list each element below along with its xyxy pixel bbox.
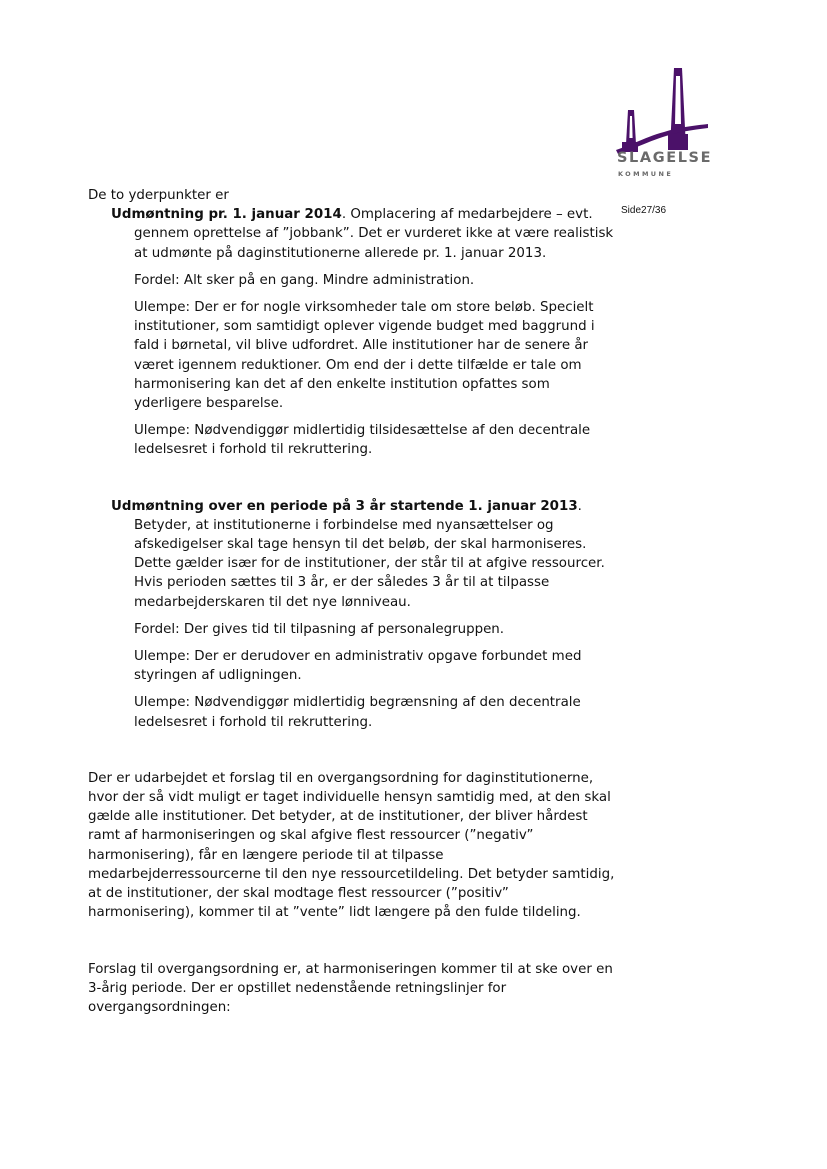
logo-subtitle: KOMMUNE bbox=[618, 170, 674, 178]
option-title: Udmøntning over en periode på 3 år startende 1. januar 2013 bbox=[111, 498, 578, 514]
body-paragraph: Forslag til overgangsordning er, at harmoniseringen kommer til at ske over en 3-årig periode. Der er opstillet nedenstående retningslinjer for overgangsordningen: bbox=[88, 961, 613, 1015]
option-point: Fordel: Alt sker på en gang. Mindre administration. bbox=[134, 272, 475, 288]
option-point: Fordel: Der gives tid til tilpasning af personalegruppen. bbox=[134, 621, 505, 637]
logo-name: SLAGELSE bbox=[617, 150, 713, 166]
option-text: . Omplacering af medarbejdere – evt. gennem oprettelse af ”jobbank”. Det er vurderet ikke at være realistisk at udmønte på daginstitutionerne allerede pr. 1. januar 2013. bbox=[134, 207, 614, 261]
option-title: Udmøntning pr. 1. januar 2014 bbox=[111, 207, 342, 223]
option-item bbox=[111, 497, 618, 732]
bridge-logo-icon bbox=[614, 64, 713, 184]
option-point: Ulempe: Der er for nogle virksomheder tale om store beløb. Specielt institutioner, som samtidigt oplever vigende budget med baggrund i fald i børnetal, vil blive udfordret. Alle institutioner har de senere år været igennem reduktioner. Om end der i dette tilfælde er tale om harmonisering kan det af den enkelte institution opfattes som yderligere besparelse. bbox=[134, 300, 595, 412]
option-point: Ulempe: Der er derudover en administrativ opgave forbundet med styringen af udligningen. bbox=[134, 649, 582, 684]
option-point: Ulempe: Nødvendiggør midlertidig tilsidesættelse af den decentrale ledelsesret i forhold til rekruttering. bbox=[134, 423, 591, 458]
option-lead bbox=[111, 205, 618, 263]
body-paragraph: Der er udarbejdet et forslag til en overgangsordning for daginstitutionerne, hvor der så vidt muligt er taget individuelle hensyn samtidig med, at den skal gælde alle institutioner. Det betyder, at de institutioner, der bliver hårdest ramt af harmoniseringen og skal afgive flest ressourcer (”negativ” harmonisering), får en længere periode til at tilpasse medarbejderressourcerne til den nye ressourcetildeling. Det betyder samtidig, at de institutioner, der skal modtage flest ressourcer (”positiv” harmonisering), kommer til at ”vente” lidt længere på den fulde tildeling. bbox=[88, 770, 615, 921]
option-lead bbox=[111, 497, 618, 612]
page-number: Side27/36 bbox=[621, 205, 667, 216]
document-body bbox=[88, 186, 618, 1017]
option-item bbox=[111, 205, 618, 459]
option-point: Ulempe: Nødvendiggør midlertidig begrænsning af den decentrale ledelsesret i forhold til rekruttering. bbox=[134, 695, 581, 730]
option-text: . Betyder, at institutionerne i forbindelse med nyansættelser og afskedigelser skal tage hensyn til det beløb, der skal harmoniseres. Dette gælder især for de institutioner, der står til at afgive ressourcer. Hvis perioden sættes til 3 år, er der således 3 år til at tilpasse medarbejderskaren til det nye lønniveau. bbox=[134, 498, 605, 610]
intro-text: De to yderpunkter er bbox=[88, 188, 229, 203]
